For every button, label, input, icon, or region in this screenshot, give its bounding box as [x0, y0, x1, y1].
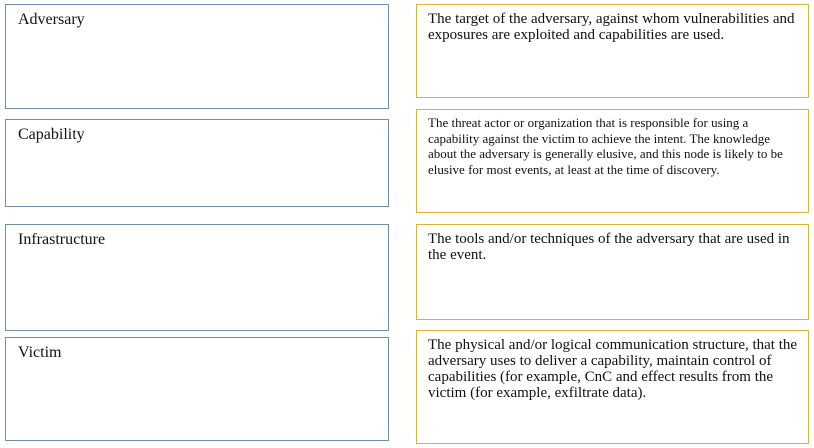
term-label: Capability — [18, 126, 85, 143]
definition-box-4[interactable] — [416, 330, 809, 444]
term-label: Adversary — [18, 11, 85, 28]
term-box-adversary[interactable] — [5, 4, 389, 109]
definition-text: The physical and/or logical communication structure, that the adversary uses to deliver a capability, maintain control of capabilities (for example, CnC and effect results from the victim (for example, exfiltrate data). — [428, 337, 798, 401]
definition-box-3[interactable] — [416, 224, 809, 320]
term-box-victim[interactable] — [5, 337, 389, 441]
term-box-capability[interactable] — [5, 119, 389, 207]
definition-box-1[interactable] — [416, 4, 809, 98]
term-label: Infrastructure — [18, 231, 106, 248]
definition-text: The threat actor or organization that is responsible for using a capability against the victim to achieve the intent. The knowledge about the adversary is generally elusive, and this node is likely to be elusive for most events, at least at the time of discovery. — [428, 115, 783, 177]
definition-text: The tools and/or techniques of the adversary that are used in the event. — [428, 231, 790, 263]
term-box-infrastructure[interactable] — [5, 224, 389, 331]
definition-text: The target of the adversary, against whom vulnerabilities and exposures are exploited and capabilities are used. — [428, 11, 795, 43]
term-label: Victim — [18, 344, 62, 361]
definition-box-2[interactable] — [416, 109, 809, 213]
